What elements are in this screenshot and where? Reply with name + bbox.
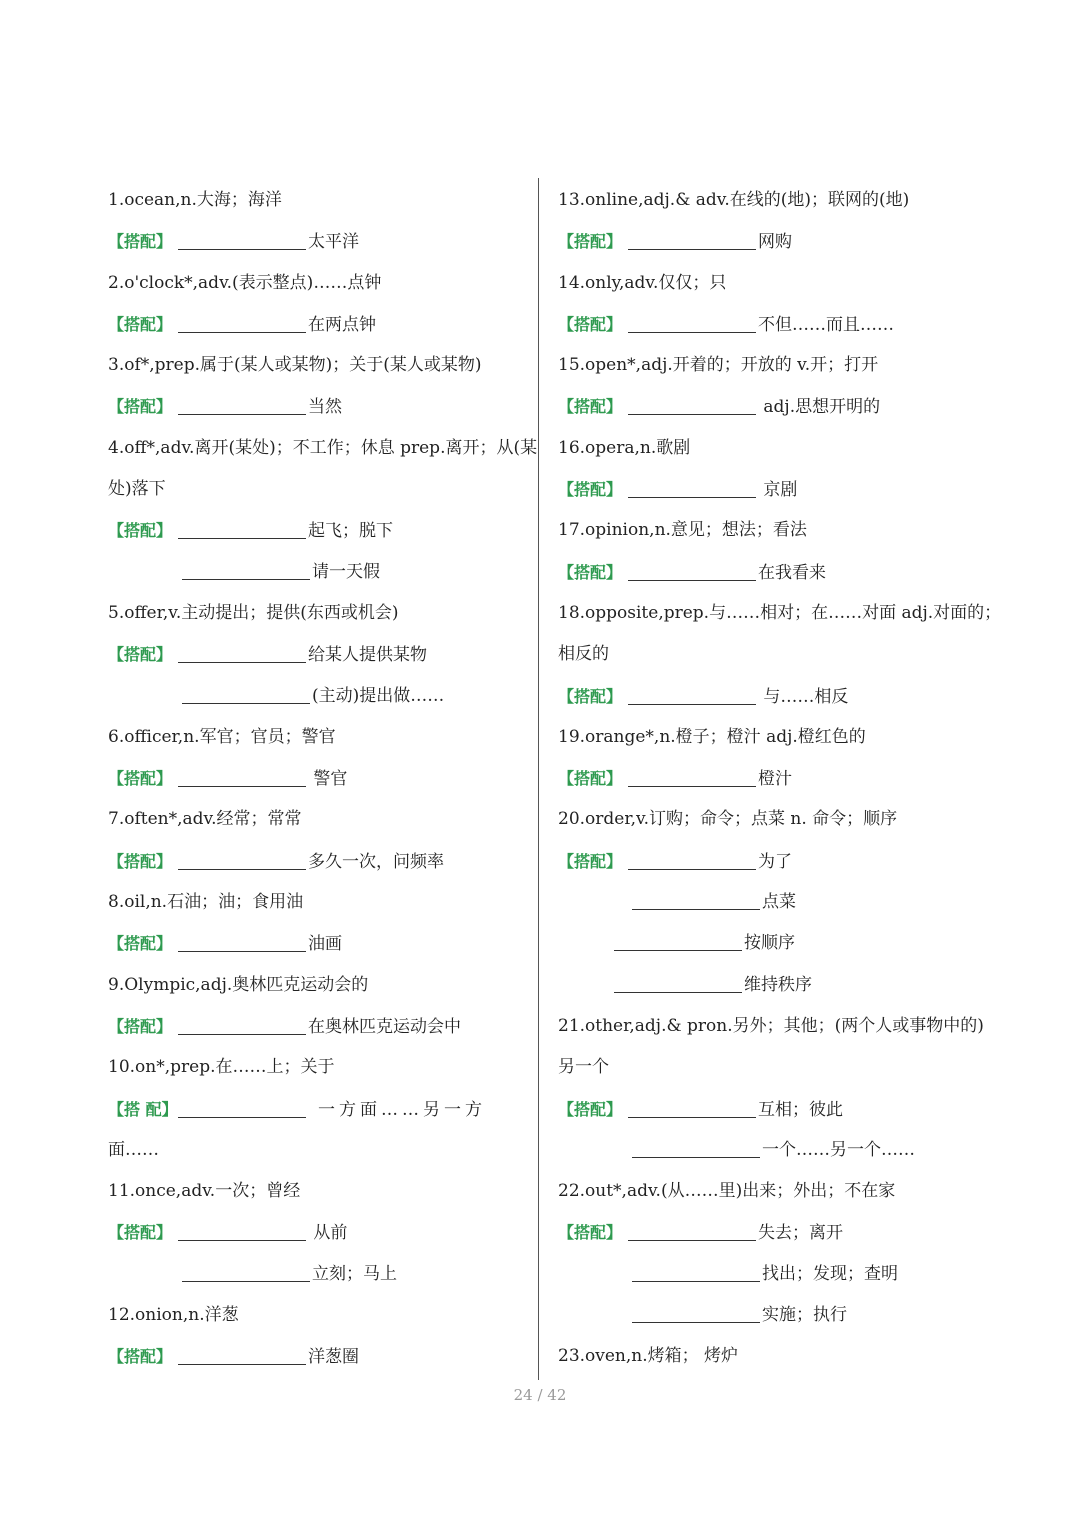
collocation-text: 警官 — [308, 769, 348, 790]
entry-text: 13.online,adj.& adv.在线的(地)；联网的(地) — [558, 190, 910, 210]
fill-in-blank[interactable] — [178, 644, 306, 663]
collocation-tag: 【搭配】 — [558, 1099, 623, 1119]
entry-text: 相反的 — [558, 644, 609, 665]
entry-text: 14.only,adv.仅仅；只 — [558, 272, 727, 293]
collocation-line — [558, 841, 988, 882]
collocation-text: 为了 — [758, 851, 792, 872]
fill-in-blank[interactable] — [628, 686, 756, 705]
collocation-text: 互相；彼此 — [758, 1099, 843, 1120]
fill-in-blank[interactable] — [628, 851, 756, 870]
collocation-tag: 【搭配】 — [558, 686, 623, 706]
entry-text: 3.of*,prep.属于(某人或某物)；关于(某人或某物) — [108, 355, 482, 376]
vocab-entry-line — [558, 634, 988, 675]
fill-in-blank[interactable] — [178, 396, 306, 415]
entry-text: 20.order,v.订购；命令；点菜 n. 命令；顺序 — [558, 809, 898, 830]
vocab-entry-line — [108, 882, 528, 923]
entry-text: 15.open*,adj.开着的；开放的 v.开；打开 — [558, 355, 879, 376]
collocation-text: 点菜 — [762, 892, 796, 913]
entry-text: 5.offer,v.主动提出；提供(东西或机会) — [108, 602, 399, 623]
collocation-text: 与……相反 — [758, 686, 849, 707]
column-divider — [538, 178, 539, 1380]
fill-in-blank[interactable] — [628, 562, 756, 581]
entry-text: 1.ocean,n.大海；海洋 — [108, 190, 282, 210]
fill-in-blank[interactable] — [628, 1099, 756, 1118]
collocation-line — [108, 304, 528, 345]
entry-text: 23.oven,n.烤箱； 烤炉 — [558, 1346, 739, 1367]
fill-in-blank[interactable] — [178, 851, 306, 870]
fill-in-blank[interactable] — [178, 768, 306, 787]
collocation-line — [108, 758, 528, 799]
collocation-text: 实施；执行 — [762, 1305, 847, 1326]
collocation-line — [558, 1089, 988, 1130]
fill-in-blank[interactable] — [182, 561, 310, 580]
collocation-text: 京剧 — [758, 480, 798, 501]
collocation-line — [558, 1212, 988, 1253]
collocation-tag: 【搭配】 — [558, 851, 623, 871]
collocation-tag: 【搭配】 — [558, 1223, 623, 1243]
entry-text: 7.often*,adv.经常；常常 — [108, 809, 302, 830]
collocation-line — [558, 1130, 988, 1171]
entry-text: 16.opera,n.歌剧 — [558, 437, 691, 458]
vocab-entry-line — [108, 1295, 528, 1336]
fill-in-blank[interactable] — [628, 231, 756, 250]
collocation-line — [108, 1089, 528, 1130]
collocation-text: adj.思想开明的 — [758, 397, 881, 418]
fill-in-blank[interactable] — [628, 768, 756, 787]
collocation-tag: 【搭配】 — [558, 562, 623, 582]
fill-in-blank[interactable] — [632, 891, 760, 910]
collocation-line — [558, 676, 988, 717]
fill-in-blank[interactable] — [632, 1139, 760, 1158]
collocation-tag: 【搭配】 — [108, 521, 173, 541]
collocation-text: 一方面……另一方 — [318, 1099, 486, 1120]
fill-in-blank[interactable] — [178, 231, 306, 250]
vocab-entry-line — [558, 428, 988, 469]
collocation-tag: 【搭配】 — [108, 645, 173, 665]
collocation-text: 立刻；马上 — [312, 1263, 397, 1284]
vocab-entry-line — [108, 1047, 528, 1088]
collocation-text: 太平洋 — [308, 232, 359, 253]
collocation-text: 网购 — [758, 232, 792, 253]
collocation-line — [108, 1006, 528, 1047]
collocation-text: 找出；发现；查明 — [762, 1263, 898, 1284]
entry-text: 6.officer,n.军官；官员；警官 — [108, 726, 336, 747]
collocation-tag: 【搭 配】 — [108, 1099, 178, 1119]
vocab-entry-line — [108, 965, 528, 1006]
collocation-line — [558, 552, 988, 593]
collocation-text: (主动)提出做…… — [312, 685, 445, 706]
vocab-entry-line — [558, 180, 988, 221]
vocab-entry-line — [108, 428, 538, 469]
entry-text: 17.opinion,n.意见；想法；看法 — [558, 520, 807, 541]
vocab-entry-line — [108, 1130, 528, 1171]
vocab-entry-line — [108, 1171, 528, 1212]
collocation-tag: 【搭配】 — [108, 934, 173, 954]
collocation-line — [108, 923, 528, 964]
collocation-line — [108, 676, 528, 717]
fill-in-blank[interactable] — [628, 479, 756, 498]
collocation-tag: 【搭配】 — [558, 232, 623, 252]
fill-in-blank[interactable] — [178, 520, 306, 539]
collocation-text: 在奥林匹克运动会中 — [308, 1016, 461, 1037]
collocation-tag: 【搭配】 — [108, 397, 173, 417]
fill-in-blank[interactable] — [182, 685, 310, 704]
vocab-entry-line — [558, 593, 1002, 634]
collocation-line — [108, 1254, 528, 1295]
collocation-line — [108, 1212, 528, 1253]
fill-in-blank[interactable] — [178, 1099, 306, 1118]
collocation-text: 起飞；脱下 — [308, 521, 393, 542]
entry-text: 18.opposite,prep.与……相对；在……对面 adj.对面的； — [558, 602, 1002, 623]
vocab-entry-line — [558, 1047, 988, 1088]
entry-text: 面…… — [108, 1139, 159, 1160]
collocation-line — [558, 304, 988, 345]
collocation-tag: 【搭配】 — [558, 397, 623, 417]
collocation-line — [558, 758, 988, 799]
collocation-tag: 【搭配】 — [108, 1347, 173, 1367]
collocation-line — [108, 510, 528, 551]
entry-text: 2.o'clock*,adv.(表示整点)……点钟 — [108, 272, 382, 293]
collocation-text: 橙汁 — [758, 769, 792, 790]
fill-in-blank[interactable] — [628, 396, 756, 415]
entry-text: 21.other,adj.& pron.另外；其他；(两个人或事物中的) — [558, 1015, 984, 1036]
fill-in-blank[interactable] — [178, 933, 306, 952]
entry-text: 10.on*,prep.在……上；关于 — [108, 1057, 335, 1078]
fill-in-blank[interactable] — [632, 1263, 760, 1282]
collocation-line — [108, 386, 528, 427]
collocation-line — [558, 469, 988, 510]
collocation-text: 按顺序 — [744, 933, 795, 954]
collocation-line — [558, 923, 988, 964]
collocation-text: 当然 — [308, 397, 342, 418]
vocab-entry-line — [558, 510, 988, 551]
fill-in-blank[interactable] — [178, 314, 306, 333]
vocab-entry-line — [108, 180, 528, 221]
entry-text: 4.off*,adv.离开(某处)；不工作；休息 prep.离开；从(某 — [108, 437, 538, 458]
collocation-text: 维持秩序 — [744, 974, 812, 995]
collocation-tag: 【搭配】 — [558, 480, 623, 500]
fill-in-blank[interactable] — [614, 932, 742, 951]
vocab-entry-line — [108, 799, 528, 840]
fill-in-blank[interactable] — [178, 1016, 306, 1035]
entry-text: 另一个 — [558, 1057, 609, 1078]
collocation-line — [558, 1254, 988, 1295]
fill-in-blank[interactable] — [632, 1304, 760, 1323]
vocab-entry-line — [108, 263, 528, 304]
vocab-entry-line — [558, 1171, 988, 1212]
entry-text: 处)落下 — [108, 479, 166, 500]
page-number: 24 / 42 — [513, 1386, 567, 1404]
collocation-text: 失去；离开 — [758, 1223, 843, 1244]
collocation-line — [558, 882, 988, 923]
collocation-tag: 【搭配】 — [108, 769, 173, 789]
vocab-entry-line — [108, 469, 528, 510]
collocation-text: 给某人提供某物 — [308, 645, 427, 666]
vocab-entry-line — [558, 1006, 988, 1047]
entry-text: 19.orange*,n.橙子；橙汁 adj.橙红色的 — [558, 726, 866, 747]
collocation-tag: 【搭配】 — [558, 314, 623, 334]
fill-in-blank[interactable] — [628, 1222, 756, 1241]
fill-in-blank[interactable] — [628, 314, 756, 333]
entry-text: 9.Olympic,adj.奥林匹克运动会的 — [108, 974, 369, 995]
fill-in-blank[interactable] — [178, 1346, 306, 1365]
vocab-entry-line — [558, 345, 988, 386]
collocation-text: 请一天假 — [312, 561, 380, 582]
collocation-tag: 【搭配】 — [108, 232, 173, 252]
vocab-entry-line — [558, 263, 988, 304]
collocation-line — [108, 552, 528, 593]
collocation-tag: 【搭配】 — [108, 851, 173, 871]
vocab-entry-line — [108, 593, 528, 634]
collocation-line — [558, 386, 988, 427]
collocation-line — [108, 1336, 528, 1377]
fill-in-blank[interactable] — [614, 974, 742, 993]
entry-text: 8.oil,n.石油；油；食用油 — [108, 892, 304, 913]
collocation-line — [108, 221, 528, 262]
left-column — [108, 180, 538, 1378]
vocab-entry-line — [108, 717, 528, 758]
vocab-entry-line — [108, 345, 528, 386]
fill-in-blank[interactable] — [178, 1222, 306, 1241]
collocation-line — [558, 965, 988, 1006]
entry-text: 12.onion,n.洋葱 — [108, 1305, 239, 1326]
collocation-line — [558, 221, 988, 262]
collocation-text: 多久一次，问频率 — [308, 851, 444, 872]
fill-in-blank[interactable] — [182, 1263, 310, 1282]
collocation-text: 油画 — [308, 934, 342, 955]
collocation-line — [108, 634, 528, 675]
collocation-line — [108, 841, 528, 882]
collocation-text: 一个……另一个…… — [762, 1139, 915, 1160]
collocation-text: 从前 — [308, 1223, 348, 1244]
collocation-text: 在我看来 — [758, 562, 826, 583]
collocation-text: 洋葱圈 — [308, 1347, 359, 1368]
right-column — [558, 180, 1002, 1378]
collocation-tag: 【搭配】 — [108, 1223, 173, 1243]
entry-text: 11.once,adv.一次；曾经 — [108, 1181, 301, 1202]
collocation-tag: 【搭配】 — [108, 1016, 173, 1036]
vocab-entry-line — [558, 1336, 988, 1377]
collocation-text: 在两点钟 — [308, 314, 376, 335]
collocation-line — [558, 1295, 988, 1336]
entry-text: 22.out*,adv.(从……里)出来；外出；不在家 — [558, 1181, 896, 1202]
vocab-entry-line — [558, 799, 988, 840]
collocation-text: 不但……而且…… — [758, 314, 894, 335]
collocation-tag: 【搭配】 — [558, 769, 623, 789]
collocation-tag: 【搭配】 — [108, 314, 173, 334]
vocab-entry-line — [558, 717, 988, 758]
